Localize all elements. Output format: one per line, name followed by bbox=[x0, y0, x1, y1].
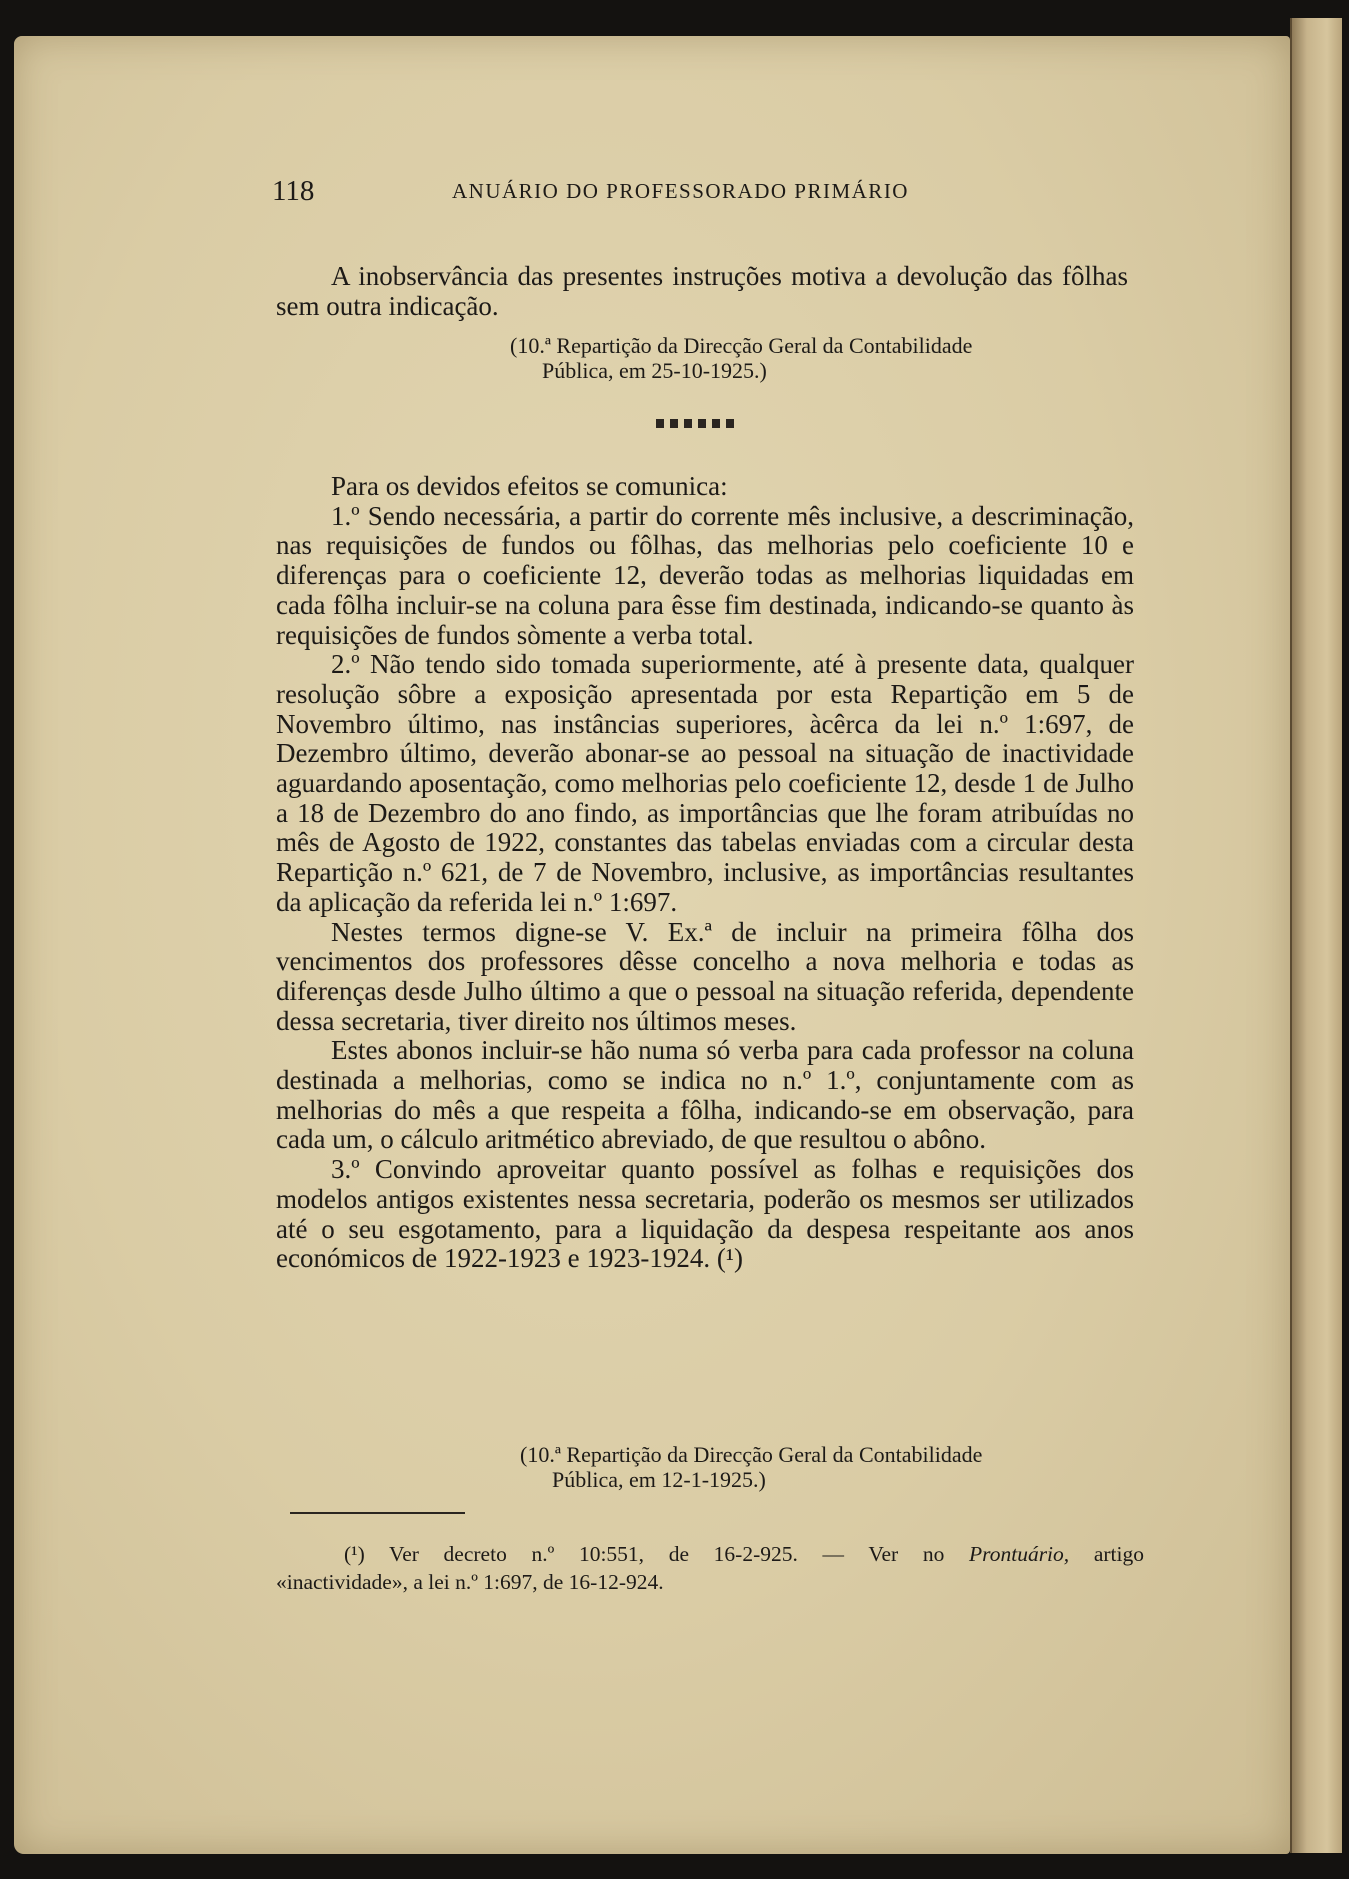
signature-2-line1: (10.ª Repartição da Direcção Geral da Contabilidade bbox=[520, 1442, 983, 1467]
adjacent-page-edge bbox=[1290, 18, 1342, 1853]
communication-body bbox=[276, 472, 1134, 1274]
signature-1-line2: Pública, em 25-10-1925.) bbox=[542, 358, 767, 383]
section-ornament bbox=[656, 419, 734, 428]
signature-1-line1: (10.ª Repartição da Direcção Geral da Contabilidade bbox=[510, 333, 973, 358]
footnote-rule bbox=[290, 1512, 465, 1514]
running-title: ANUÁRIO DO PROFESSORADO PRIMÁRIO bbox=[452, 179, 909, 203]
intro-block bbox=[276, 262, 1128, 321]
intro-paragraph: A inobservância das presentes instruções motiva a devolução das fôlhas sem outra indicação. bbox=[276, 261, 1128, 321]
item-1: 1.º Sendo necessária, a partir do corrente mês inclusive, a descriminação, nas requisições de fundos ou fôlhas, das melhorias pelo coeficiente 10 e diferenças para o coeficiente 12, deverão todas as melhorias liquidadas em cada fôlha incluir-se na coluna para êsse fim destinada, indicando-se quanto às requisições de fundos sòmente a verba total. bbox=[276, 500, 1134, 650]
page-number: 118 bbox=[272, 175, 315, 207]
paragraph-3: Nestes termos digne-se V. Ex.ª de incluir na primeira fôlha dos vencimentos dos professores dêsse concelho a nova melhoria e todas as diferenças desde Julho último a que o pessoal na situação referida, dependente dessa secretaria, tiver direito nos últimos meses. bbox=[276, 916, 1134, 1036]
footnote-italic: Prontuário, bbox=[969, 1542, 1070, 1566]
footnote bbox=[276, 1540, 1144, 1596]
item-3: 3.º Convindo aproveitar quanto possível as folhas e requisições dos modelos antigos existentes nessa secretaria, poderão os mesmos ser utilizados até o seu esgotamento, para a liquidação da despesa respeitante aos anos económicos de 1922-1923 e 1923-1924. (¹) bbox=[276, 1154, 1134, 1274]
paragraph-4: Estes abonos incluir-se hão numa só verba para cada professor na coluna destinada a melhorias, como se indica no n.º 1.º, conjuntamente com as melhorias do mês a que respeita a fôlha, indicando-se em observação, para cada um, o cálculo aritmético abreviado, de que resultou o abôno. bbox=[276, 1035, 1134, 1155]
footnote-text-a: (¹) Ver decreto n.º 10:551, de 16-2-925. — Ver no bbox=[344, 1542, 970, 1566]
signature-2-line2: Pública, em 12-1-1925.) bbox=[552, 1467, 766, 1492]
signature-block-1 bbox=[510, 333, 972, 383]
footnote-text-b: artigo bbox=[1069, 1542, 1144, 1566]
item-2: 2.º Não tendo sido tomada superiormente, até à presente data, qualquer resolução sôbre a exposição apresentada por esta Repartição em 5 de Novembro último, nas instâncias superiores, àcêrca da lei n.º 1:697, de Dezembro último, deverão abonar-se ao pessoal na situação de inactividade aguardando aposentação, como melhorias pelo coeficiente 12, desde 1 de Julho a 18 de Dezembro do ano findo, as importâncias que lhe foram atribuídas no mês de Agosto de 1922, constantes das tabelas enviadas com a circular desta Repartição n.º 621, de 7 de Novembro, inclusive, as importâncias resultantes da aplicação da referida lei n.º 1:697. bbox=[276, 649, 1134, 917]
signature-block-2 bbox=[520, 1442, 982, 1492]
footnote-line1 bbox=[276, 1540, 1144, 1568]
opening-line: Para os devidos efeitos se comunica: bbox=[331, 471, 728, 501]
footnote-line2: «inactividade», a lei n.º 1:697, de 16-12-924. bbox=[276, 1570, 664, 1594]
